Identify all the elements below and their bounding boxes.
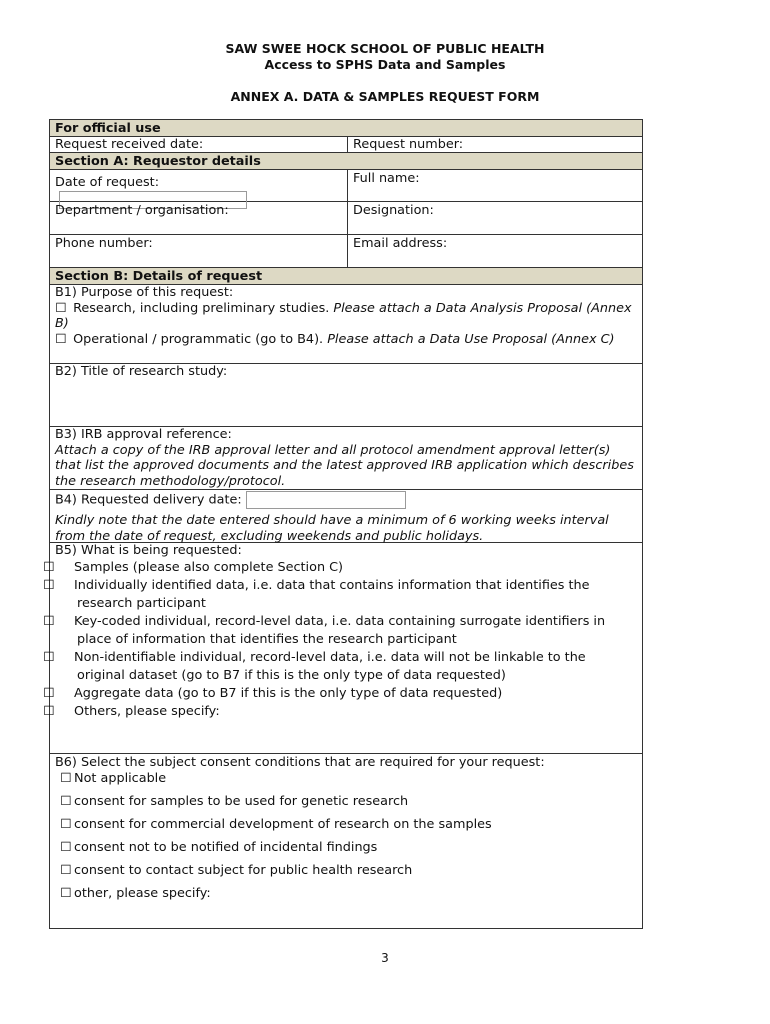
- b6-option-incidental[interactable]: ☐ consent not to be notified of incidental findings: [55, 836, 637, 859]
- b5-request-block: [43, 543, 642, 754]
- official-use-row: [50, 137, 642, 153]
- designation-field[interactable]: Designation:: [353, 203, 434, 218]
- b1-label: B1) Purpose of this request:: [55, 285, 234, 300]
- department-field[interactable]: Department / organisation:: [50, 202, 348, 234]
- b5-option-non-identifiable[interactable]: ☐ Non-identifiable individual, record-level data, i.e. data will not be linkable to the original dataset (go to B7 if this is the only type of data requested): [43, 649, 586, 683]
- section-a-heading: Section A: Requestor details: [50, 153, 642, 170]
- b1-purpose-block: [50, 285, 642, 364]
- b6-option-not-applicable[interactable]: ☐ Not applicable: [60, 770, 167, 786]
- email-address-field[interactable]: Email address:: [353, 236, 448, 251]
- checkbox-icon[interactable]: ☐: [55, 300, 67, 316]
- b6-option-other[interactable]: ☐ other, please specify:: [55, 882, 637, 905]
- b6-option-commercial[interactable]: ☐ consent for commercial development of research on the samples: [55, 813, 637, 836]
- b5-option-identified[interactable]: ☐ Individually identified data, i.e. data that contains information that identifies the research participant: [43, 577, 590, 611]
- request-form: [43, 119, 643, 929]
- b6-consent-block: [50, 754, 642, 928]
- page-number: 3: [381, 951, 389, 965]
- delivery-date-input[interactable]: [246, 491, 406, 509]
- b6-option-contact[interactable]: ☐ consent to contact subject for public health research: [55, 859, 637, 882]
- checkbox-icon[interactable]: ☐: [60, 839, 72, 855]
- section-a-row-1: [50, 170, 642, 202]
- official-use-heading: For official use: [50, 120, 642, 137]
- form-title: ANNEX A. DATA & SAMPLES REQUEST FORM: [230, 89, 540, 104]
- section-a-row-3: [50, 235, 642, 268]
- b5-option-others[interactable]: ☐ Others, please specify:: [43, 703, 220, 719]
- request-received-date-field[interactable]: Request received date:: [50, 137, 348, 152]
- checkbox-icon[interactable]: ☐: [60, 793, 72, 809]
- document-subtitle: Access to SPHS Data and Samples: [264, 57, 506, 72]
- checkbox-icon[interactable]: ☐: [60, 816, 72, 832]
- b2-title-field[interactable]: [50, 364, 642, 427]
- checkbox-icon[interactable]: ☐: [60, 770, 72, 786]
- b3-irb-field[interactable]: [50, 427, 642, 490]
- b3-label: B3) IRB approval reference:: [55, 427, 232, 442]
- b1-option-operational[interactable]: ☐ Operational / programmatic (go to B4). Please attach a Data Use Proposal (Annex C): [55, 331, 615, 347]
- b6-label: B6) Select the subject consent conditions that are required for your request:: [55, 755, 545, 770]
- b4-label: B4) Requested delivery date:: [55, 492, 242, 508]
- checkbox-icon[interactable]: ☐: [43, 703, 55, 719]
- checkbox-icon[interactable]: ☐: [43, 613, 55, 629]
- b5-option-key-coded[interactable]: ☐ Key-coded individual, record-level data, i.e. data containing surrogate identifiers in place of information that identifies the research participant: [43, 613, 606, 647]
- b6-option-genetic[interactable]: ☐ consent for samples to be used for genetic research: [55, 790, 637, 813]
- b4-delivery-block: [50, 490, 642, 543]
- checkbox-icon[interactable]: ☐: [43, 559, 55, 575]
- b5-option-samples[interactable]: ☐ Samples (please also complete Section C): [43, 559, 344, 575]
- b4-note: Kindly note that the date entered should have a minimum of 6 working weeks interval from the date of request, excluding weekends and public holidays.: [55, 513, 609, 544]
- section-b-heading: Section B: Details of request: [50, 268, 642, 285]
- section-a-row-2: [50, 202, 642, 235]
- checkbox-icon[interactable]: ☐: [60, 885, 72, 901]
- checkbox-icon[interactable]: ☐: [60, 862, 72, 878]
- checkbox-icon[interactable]: ☐: [43, 649, 55, 665]
- checkbox-icon[interactable]: ☐: [43, 685, 55, 701]
- request-number-field[interactable]: Request number:: [353, 137, 464, 152]
- date-of-request-label: Date of request:: [55, 175, 160, 190]
- school-name: SAW SWEE HOCK SCHOOL OF PUBLIC HEALTH: [225, 41, 545, 56]
- checkbox-icon[interactable]: ☐: [55, 331, 67, 347]
- date-of-request-cell: [50, 170, 348, 201]
- b3-note: Attach a copy of the IRB approval letter and all protocol amendment approval letter(s) that list the approved documents and the latest approved IRB application which describes the research methodology/protocol.: [55, 442, 634, 489]
- b5-option-aggregate[interactable]: ☐ Aggregate data (go to B7 if this is the only type of data requested): [43, 685, 503, 701]
- b1-option-research[interactable]: ☐ Research, including preliminary studies. Please attach a Data Analysis Proposal (Annex B): [55, 300, 632, 331]
- checkbox-icon[interactable]: ☐: [43, 577, 55, 593]
- b2-label: B2) Title of research study:: [55, 364, 228, 379]
- phone-number-field[interactable]: Phone number:: [50, 235, 348, 267]
- b5-label: B5) What is being requested:: [55, 543, 242, 558]
- full-name-field[interactable]: Full name:: [353, 171, 420, 186]
